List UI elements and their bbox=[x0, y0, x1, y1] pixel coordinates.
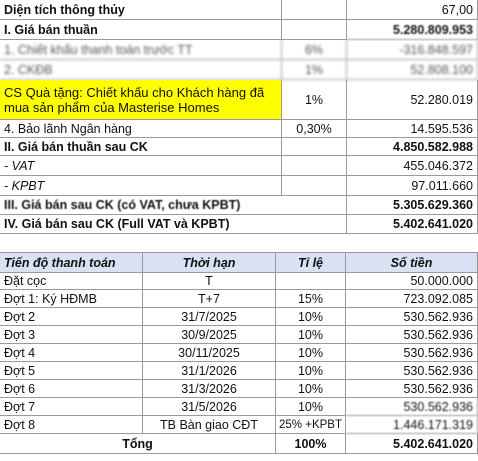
bank-guarantee-pct: 0,30% bbox=[282, 120, 347, 138]
total-amount: 5.402.641.020 bbox=[346, 434, 478, 454]
price-with-vat-text: III. Giá bán sau CK (có VAT, chưa KPBT) bbox=[4, 198, 241, 212]
gift-policy-pct: 1% bbox=[282, 80, 347, 120]
stage-cell: Đợt 1: Ký HĐMB bbox=[0, 290, 143, 308]
term-cell: 31/3/2026 bbox=[143, 380, 276, 398]
rate-cell: 10% bbox=[276, 362, 346, 380]
price-full-label: IV. Giá bán sau CK (Full VAT và KPBT) bbox=[0, 215, 347, 234]
amount-cell: 530.562.936 bbox=[346, 380, 478, 398]
gift-policy-value: 52.280.019 bbox=[347, 80, 478, 120]
rate-cell: 10% bbox=[276, 308, 346, 326]
stage-cell: Đợt 2 bbox=[0, 308, 143, 326]
amount-cell: 530.562.936 bbox=[346, 344, 478, 362]
amount-cell: 530.562.936 bbox=[346, 398, 478, 416]
amount-cell: 530.562.936 bbox=[346, 308, 478, 326]
stage-cell: Đợt 8 bbox=[0, 416, 143, 434]
table-row[interactable] bbox=[0, 120, 478, 138]
kpbt-value: 97.011.660 bbox=[347, 176, 478, 196]
table-row[interactable] bbox=[0, 20, 478, 40]
term-cell: 30/11/2025 bbox=[143, 344, 276, 362]
table-row[interactable] bbox=[0, 380, 478, 398]
term-cell: T+7 bbox=[143, 290, 276, 308]
col-header-rate[interactable]: Tỉ lệ bbox=[276, 253, 346, 273]
term-cell: 31/5/2026 bbox=[143, 398, 276, 416]
discount-2-value: 52.808.100 bbox=[347, 60, 478, 80]
table-row[interactable] bbox=[0, 272, 478, 290]
total-rate: 100% bbox=[276, 434, 346, 454]
amount-cell: 1.446.171.319 bbox=[346, 416, 478, 434]
stage-cell: Đặt cọc bbox=[0, 272, 143, 290]
rate-cell: 15% bbox=[276, 290, 346, 308]
kpbt-label: - KPBT bbox=[0, 176, 282, 196]
rate-cell: 10% bbox=[276, 344, 346, 362]
vat-label: - VAT bbox=[0, 156, 282, 176]
table-row[interactable] bbox=[0, 40, 478, 60]
bank-guarantee-value: 14.595.536 bbox=[347, 120, 478, 138]
term-cell: 31/7/2025 bbox=[143, 308, 276, 326]
term-cell: T bbox=[143, 272, 276, 290]
stage-cell: Đợt 7 bbox=[0, 398, 143, 416]
rate-cell bbox=[276, 272, 346, 290]
total-row[interactable] bbox=[0, 434, 478, 454]
table-row[interactable] bbox=[0, 344, 478, 362]
table-row[interactable] bbox=[0, 290, 478, 308]
vat-pct bbox=[282, 156, 347, 176]
net-price-pct bbox=[282, 20, 347, 40]
price-with-vat-label bbox=[0, 196, 347, 215]
discount-2-pct: 1% bbox=[282, 60, 347, 80]
net-price-label: I. Giá bán thuần bbox=[0, 20, 282, 40]
col-header-term[interactable]: Thời hạn bbox=[143, 253, 276, 273]
rate-cell: 25% +KPBT bbox=[276, 416, 346, 434]
discount-1-pct: 6% bbox=[282, 40, 347, 60]
table-row[interactable] bbox=[0, 416, 478, 434]
table-row[interactable] bbox=[0, 215, 478, 234]
discount-1-label: 1. Chiết khấu thanh toán trước TT bbox=[0, 40, 282, 60]
table-row[interactable] bbox=[0, 80, 478, 120]
stage-cell: Đợt 4 bbox=[0, 344, 143, 362]
table-row[interactable] bbox=[0, 156, 478, 176]
term-cell: TB Bàn giao CĐT bbox=[143, 416, 276, 434]
bank-guarantee-label: 4. Bảo lãnh Ngân hàng bbox=[0, 120, 282, 138]
table-row[interactable] bbox=[0, 60, 478, 80]
table-row[interactable] bbox=[0, 176, 478, 196]
table-row[interactable] bbox=[0, 308, 478, 326]
stage-cell: Đợt 6 bbox=[0, 380, 143, 398]
table-row[interactable] bbox=[0, 362, 478, 380]
amount-cell: 723.092.085 bbox=[346, 290, 478, 308]
rate-cell: 10% bbox=[276, 398, 346, 416]
term-cell: 30/9/2025 bbox=[143, 326, 276, 344]
discount-2-label: 2. CKĐB bbox=[0, 60, 282, 80]
amount-cell: 50.000.000 bbox=[346, 272, 478, 290]
net-after-discount-value: 4.850.582.988 bbox=[347, 138, 478, 156]
col-header-stage[interactable]: Tiến độ thanh toán bbox=[0, 253, 143, 273]
table-row[interactable] bbox=[0, 138, 478, 156]
discount-1-value: -316.848.597 bbox=[347, 40, 478, 60]
table-row[interactable] bbox=[0, 398, 478, 416]
amount-cell: 530.562.936 bbox=[346, 326, 478, 344]
price-with-vat-value: 5.305.629.360 bbox=[347, 196, 478, 215]
area-label: Diện tích thông thủy bbox=[0, 0, 282, 20]
stage-cell: Đợt 3 bbox=[0, 326, 143, 344]
area-value: 67,00 bbox=[347, 0, 478, 20]
net-after-discount-pct bbox=[282, 138, 347, 156]
table-row[interactable] bbox=[0, 326, 478, 344]
schedule-header-row bbox=[0, 252, 478, 272]
total-label: Tổng bbox=[0, 434, 276, 454]
rate-cell: 10% bbox=[276, 326, 346, 344]
table-row[interactable] bbox=[0, 196, 478, 215]
price-full-value: 5.402.641.020 bbox=[347, 215, 478, 234]
amount-cell: 530.562.936 bbox=[346, 362, 478, 380]
table-row[interactable] bbox=[0, 0, 478, 20]
stage-cell: Đợt 5 bbox=[0, 362, 143, 380]
kpbt-pct bbox=[282, 176, 347, 196]
vat-value: 455.046.372 bbox=[347, 156, 478, 176]
net-price-value: 5.280.809.953 bbox=[347, 20, 478, 40]
col-header-amount[interactable]: Số tiền bbox=[346, 253, 478, 273]
gift-policy-label: CS Quà tặng: Chiết khấu cho Khách hàng đã mua sản phẩm của Masterise Homes bbox=[0, 80, 282, 120]
term-cell: 31/1/2026 bbox=[143, 362, 276, 380]
area-pct bbox=[282, 0, 347, 20]
net-after-discount-label: II. Giá bán thuần sau CK bbox=[0, 138, 282, 156]
rate-cell: 10% bbox=[276, 380, 346, 398]
